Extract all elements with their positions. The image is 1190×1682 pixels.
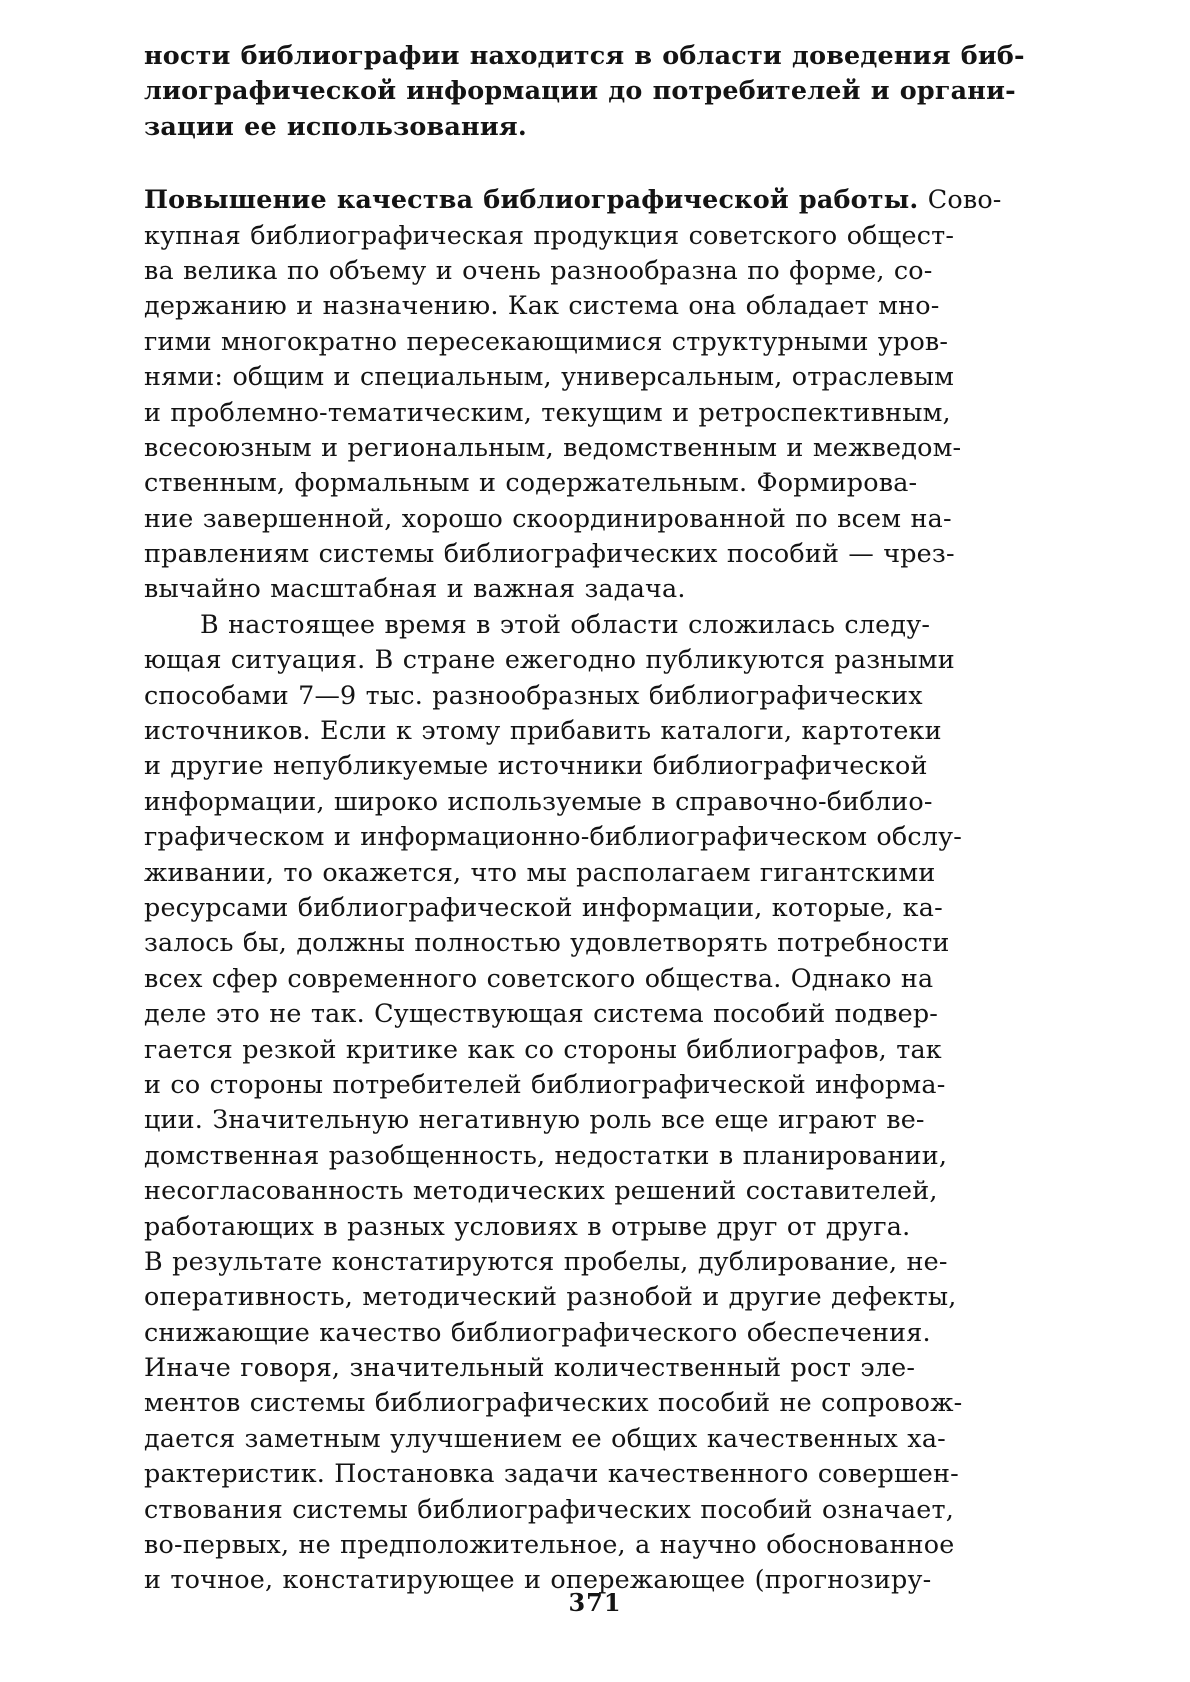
text-line: всесоюзным и региональным, ведомственным и межведом- [144,431,962,462]
text-line: В результате констатируются пробелы, дублирование, не- [144,1245,948,1276]
text-line: снижающие качество библиографического обеспечения. [144,1316,931,1347]
text-line: работающих в разных условиях в отрыве друг от друга. [144,1210,911,1241]
text-line: В настоящее время в этой области сложилась следу- [200,608,931,639]
text-line: залось бы, должны полностью удовлетворять потребности [144,927,950,958]
page-text [144,38,1044,1598]
text-line: ющая ситуация. В стране ежегодно публикуются разными [144,644,955,675]
text-line: держанию и назначению. Как система она обладает мно- [144,290,940,321]
body-paragraph [144,607,1044,1598]
text-line: и другие непубликуемые источники библиографической [144,750,928,781]
text-line: и проблемно-тематическим, текущим и ретроспективным, [144,396,951,427]
text-line: ние завершенной, хорошо скоординированной по всем на- [144,502,952,533]
intro-paragraph [144,38,1044,144]
text-line: вычайно масштабная и важная задача. [144,573,686,604]
text-line: ментов системы библиографических пособий не сопровож- [144,1387,963,1418]
section-heading: Повышение качества библиографической работы. [144,184,919,215]
text-line: домственная разобщенность, недостатки в планировании, [144,1139,948,1170]
text-line: купная библиографическая продукция советского общест- [144,219,955,250]
text-line: несогласованность методических решений составителей, [144,1175,938,1206]
text-line: ва велика по объему и очень разнообразна по форме, со- [144,254,933,285]
paragraph-gap [144,144,1044,182]
text-line: всех сфер современного советского общества. Однако на [144,962,934,993]
text-line: живании, то окажется, что мы располагаем гигантскими [144,856,936,887]
text-line: деле это не так. Существующая система пособий подвер- [144,998,939,1029]
section-first-line [144,182,1044,217]
text-line: способами 7—9 тыс. разнообразных библиографических [144,679,923,710]
page-number: 371 [568,1588,622,1617]
text-line: ности библиографии находится в области доведения биб- [144,40,1025,70]
text-line: и со стороны потребителей библиографической информа- [144,1068,946,1099]
text-line: рактеристик. Постановка задачи качественного совершен- [144,1458,959,1489]
text-line: гается резкой критике как со стороны библиографов, так [144,1033,942,1064]
text-line: гими многократно пересекающимися структурными уров- [144,325,949,356]
text-line: информации, широко используемые в справочно-библио- [144,785,933,816]
section-paragraph [144,182,1044,607]
text-line: лиографической информации до потребителей и органи- [144,75,1016,106]
text-line: и точное, констатирующее и опережающее (прогнозиру- [144,1564,932,1595]
text-line: ции. Значительную негативную роль все еще играют ве- [144,1104,925,1135]
text-line: дается заметным улучшением ее общих качественных ха- [144,1422,946,1453]
text-line: графическом и информационно-библиографическом обслу- [144,821,963,852]
text-line: Иначе говоря, значительный количественный рост эле- [144,1352,916,1383]
text-line: правлениям системы библиографических пособий — чрез- [144,538,955,569]
text-line: во-первых, не предположительное, а научно обоснованное [144,1529,955,1560]
section-body [144,218,1044,607]
text-line: оперативность, методический разнобой и другие дефекты, [144,1281,957,1312]
text-line: ствования системы библиографических пособий означает, [144,1493,955,1524]
text-line: ресурсами библиографической информации, которые, ка- [144,891,943,922]
text-line: источников. Если к этому прибавить каталоги, картотеки [144,715,942,746]
section-first-line-rest: Сово- [918,184,1002,215]
text-line: нями: общим и специальным, универсальным, отраслевым [144,361,955,392]
text-line: зации ее использования. [144,110,527,141]
text-line: ственным, формальным и содержательным. Формирова- [144,467,918,498]
